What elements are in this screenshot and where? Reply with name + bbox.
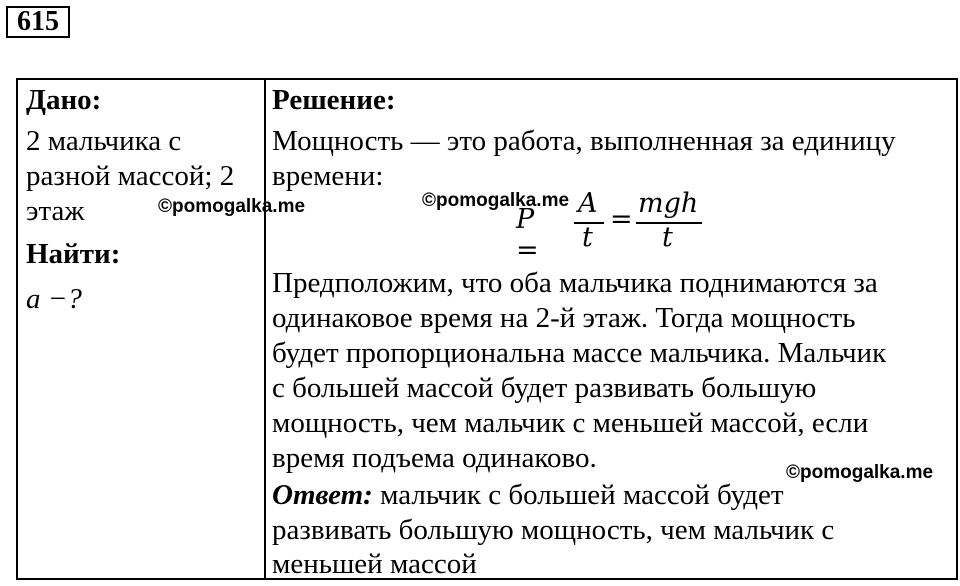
find-value: a −? bbox=[26, 283, 82, 315]
find-heading: Найти: bbox=[26, 238, 121, 270]
body-line-5: мощность, чем мальчик с меньшей массой, если bbox=[272, 407, 869, 439]
formula-frac1-den: t bbox=[582, 222, 593, 253]
formula-frac1-num: A bbox=[578, 188, 598, 219]
given-line-1: 2 мальчика с bbox=[26, 125, 182, 157]
body-line-2: одинаковое время на 2-й этаж. Тогда мощность bbox=[272, 302, 856, 334]
formula-frac2-num: mgh bbox=[638, 188, 699, 219]
answer-line-2: развивать большую мощность, чем мальчик с bbox=[272, 514, 835, 546]
body-line-6: время подъема одинаково. bbox=[272, 442, 597, 474]
intro-line-2: времени: bbox=[272, 160, 384, 192]
body-line-1: Предположим, что оба мальчика поднимаются за bbox=[272, 267, 878, 299]
problem-number: 615 bbox=[6, 6, 70, 38]
formula-eq: = bbox=[610, 204, 633, 235]
formula-frac2-den: t bbox=[662, 222, 673, 253]
watermark-2: ©pomogalka.me bbox=[422, 190, 570, 211]
intro-line-1: Мощность — это работа, выполненная за единицу bbox=[272, 125, 896, 157]
solution-heading: Решение: bbox=[272, 84, 396, 116]
answer-line-3: меньшей массой bbox=[272, 548, 477, 580]
body-line-3: будет пропорциональна массе мальчика. Мальчик bbox=[272, 337, 887, 369]
given-heading: Дано: bbox=[26, 84, 102, 116]
given-line-2: разной массой; 2 bbox=[26, 160, 235, 192]
body-line-4: с большей массой будет развивать большую bbox=[272, 372, 817, 404]
answer-text-1: мальчик с большей массой будет bbox=[380, 479, 784, 511]
formula-lhs: P = bbox=[516, 204, 539, 266]
answer-line-1 bbox=[272, 478, 784, 513]
watermark-3: ©pomogalka.me bbox=[786, 462, 934, 483]
given-line-3: этаж bbox=[26, 195, 85, 227]
watermark-1: ©pomogalka.me bbox=[158, 196, 306, 217]
answer-label: Ответ: bbox=[272, 479, 373, 511]
